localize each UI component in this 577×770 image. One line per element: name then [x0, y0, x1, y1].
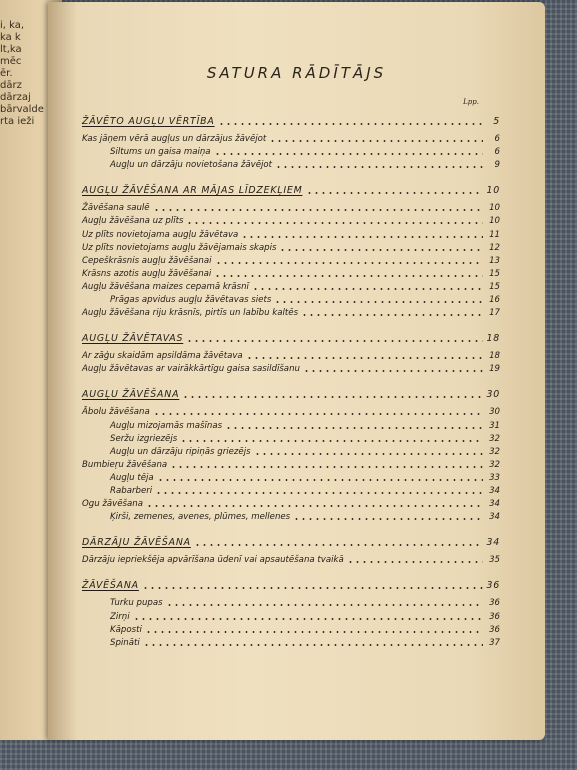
- dot-leader: [303, 370, 483, 372]
- toc-entry: [110, 432, 500, 444]
- dot-leader: [301, 314, 483, 316]
- toc-entry-title: ŽĀVĒŠANA: [82, 580, 139, 592]
- toc-entry-page: 19: [489, 364, 500, 375]
- toc-entry: [110, 610, 500, 622]
- dot-leader: [153, 413, 483, 415]
- toc-entry-title: Dārzāju iepriekšēja apvārīšana ūdenī vai apsautēšana tvaikā: [82, 555, 344, 566]
- toc-entry-title: Krāsns azotis augļu žāvēšanai: [82, 268, 212, 279]
- toc-entry-title: Augļu tēja: [110, 472, 154, 483]
- toc-entry-title: Augļu un dārzāju novietošana žāvējot: [110, 160, 273, 171]
- toc-entry-title: Ogu žāvēšana: [82, 499, 144, 510]
- toc-entry-title: Augļu žāvētavas ar vairākkārtīgu gaisa sasildīšanu: [82, 364, 300, 375]
- toc-entry-title: Augļu žāvēšana riju krāsnīs, pirtīs un labību kaltēs: [82, 308, 299, 319]
- toc-entry-title: Spināti: [110, 637, 140, 648]
- table-of-contents: [48, 2, 545, 740]
- toc-entry-page: 31: [489, 420, 500, 431]
- toc-entry: [110, 158, 500, 170]
- dot-leader: [274, 301, 483, 303]
- toc-entry-page: 10: [486, 185, 500, 197]
- dot-leader: [269, 140, 483, 142]
- toc-entry-page: 12: [489, 242, 500, 253]
- dot-leader: [182, 396, 483, 398]
- toc-entry-page: 10: [489, 216, 500, 227]
- toc-entry: [82, 132, 500, 144]
- toc-entry-title: Siltums un gaisa maiņa: [110, 147, 211, 158]
- toc-entry-title: AUGĻU ŽĀVĒŠANA: [82, 389, 180, 401]
- toc-entry: [110, 445, 500, 457]
- toc-section-heading: [82, 579, 500, 591]
- dot-leader: [143, 644, 483, 646]
- toc-entry: [82, 267, 500, 279]
- toc-entry-page: 32: [489, 459, 500, 470]
- toc-entry-page: 35: [489, 555, 500, 566]
- toc-entry: [110, 145, 500, 157]
- toc-entry-page: 6: [494, 147, 500, 158]
- toc-entry-page: 32: [489, 446, 500, 457]
- toc-entry-page: 15: [489, 281, 500, 292]
- toc-entry: [82, 458, 500, 470]
- toc-entry-title: AUGĻU ŽĀVĒTAVAS: [82, 333, 184, 345]
- dot-leader: [275, 166, 483, 168]
- toc-entry: [82, 201, 500, 213]
- toc-entry-page: 15: [489, 268, 500, 279]
- toc-entry: [82, 241, 500, 253]
- dot-leader: [225, 427, 483, 429]
- toc-entry-title: Kāposti: [110, 624, 142, 635]
- toc-entry: [82, 280, 500, 292]
- dot-leader: [214, 275, 483, 277]
- dot-leader: [241, 236, 483, 238]
- dot-leader: [194, 544, 483, 546]
- toc-entry-page: 10: [489, 203, 500, 214]
- toc-entry: [110, 636, 500, 648]
- toc-entry-title: Rabarberi: [110, 486, 153, 496]
- toc-entry-title: Kas jāņem vērā augļus un dārzājus žāvējot: [82, 134, 267, 144]
- toc-entry: [110, 596, 500, 608]
- toc-section-heading: [82, 332, 500, 344]
- toc-entry: [110, 510, 500, 522]
- toc-entry: [82, 254, 500, 266]
- toc-entry: [110, 471, 500, 483]
- toc-entry-page: 37: [489, 637, 500, 648]
- dot-leader: [186, 340, 483, 342]
- toc-entry-page: 36: [489, 611, 500, 622]
- toc-entry-title: Augļu un dārzāju ripiņās griezējs: [110, 446, 251, 457]
- toc-entry: [110, 484, 500, 496]
- toc-entry-title: Bumbieŗu žāvēšana: [82, 459, 168, 470]
- toc-entry: [110, 623, 500, 635]
- dot-leader: [215, 262, 483, 264]
- toc-entry-title: Prāgas apvidus augļu žāvētavas siets: [110, 295, 272, 305]
- dot-leader: [218, 123, 483, 125]
- dot-leader: [252, 288, 483, 290]
- toc-entry-page: 17: [489, 308, 500, 319]
- toc-entry-title: Cepeškrāsnis augļu žāvēšanai: [82, 255, 212, 266]
- toc-entry-page: 6: [494, 134, 500, 144]
- toc-entry-page: 34: [489, 499, 500, 510]
- toc-entry-title: Žāvēšana saulē: [82, 203, 150, 214]
- toc-entry-title: Uz plīts novietojams augļu žāvējamais skapis: [82, 242, 277, 253]
- toc-entry: [110, 293, 500, 305]
- dot-leader: [170, 466, 483, 468]
- toc-entry: [82, 405, 500, 417]
- dot-leader: [254, 453, 483, 455]
- toc-entry-page: 5: [493, 116, 500, 127]
- toc-section-heading: [82, 536, 500, 548]
- toc-entry-title: DĀRZĀJU ŽĀVĒŠANA: [82, 537, 191, 549]
- toc-section-heading: [82, 388, 500, 400]
- dot-leader: [347, 561, 483, 563]
- toc-entry: [82, 497, 500, 509]
- toc-entry-page: 30: [489, 407, 500, 418]
- toc-entry-title: Ar zāģu skaidām apsildāma žāvētava: [82, 351, 243, 362]
- toc-entry-page: 36: [486, 580, 500, 592]
- toc-entry-page: 34: [489, 486, 500, 496]
- toc-entry-page: 33: [489, 472, 500, 483]
- toc-entry-page: 36: [489, 624, 500, 635]
- toc-entry: [82, 214, 500, 226]
- toc-entry-title: Turku pupas: [110, 598, 163, 609]
- dot-leader: [180, 440, 483, 442]
- toc-entry: [82, 553, 500, 565]
- toc-entry-title: ŽĀVĒTO AUGĻU VĒRTĪBA: [82, 116, 215, 127]
- dot-leader: [133, 618, 483, 620]
- toc-entry-title: Augļu mizojamās mašīnas: [110, 420, 223, 431]
- toc-entry: [82, 306, 500, 318]
- toc-entry: [82, 362, 500, 374]
- toc-entry-page: 18: [486, 333, 500, 345]
- toc-entry: [110, 419, 500, 431]
- page-column-label: Lpp.: [463, 98, 479, 106]
- dot-leader: [246, 357, 483, 359]
- dot-leader: [153, 209, 483, 211]
- dot-leader: [146, 505, 483, 507]
- toc-entry-page: 16: [489, 295, 500, 305]
- toc-entry-page: 34: [486, 537, 500, 549]
- back-page-text: i, ka, ka k lt,ka mēc ēr. dārz dārzaj bārvalde rta ieži: [0, 20, 44, 127]
- dot-leader: [279, 249, 483, 251]
- toc-entry-title: AUGĻU ŽĀVĒŠANA AR MĀJAS LĪDZEKĻIEM: [82, 185, 303, 197]
- toc-entry-title: Zirņi: [110, 611, 130, 622]
- toc-entry-title: Ābolu žāvēšana: [82, 407, 150, 418]
- toc-entry: [82, 349, 500, 361]
- dot-leader: [155, 492, 483, 494]
- toc-entry-title: Seržu izgriezējs: [110, 433, 178, 444]
- dot-leader: [306, 192, 484, 194]
- dot-leader: [142, 587, 483, 589]
- toc-entry-page: 18: [489, 351, 500, 362]
- toc-entry-page: 30: [486, 389, 500, 401]
- toc-entry-page: 34: [489, 512, 500, 523]
- toc-entry-title: Uz plīts novietojama augļu žāvētava: [82, 229, 239, 240]
- toc-entry-page: 9: [494, 160, 500, 171]
- toc-entry-title: Ķirši, zemenes, avenes, plūmes, mellenes: [110, 512, 291, 523]
- toc-entry-title: Augļu žāvēšana maizes cepamā krāsnī: [82, 281, 249, 292]
- toc-entry-page: 36: [489, 598, 500, 609]
- toc-entry-page: 11: [489, 229, 500, 240]
- dot-leader: [293, 518, 483, 520]
- toc-entry: [82, 228, 500, 240]
- toc-section-heading: [82, 115, 500, 127]
- toc-entry-title: Augļu žāvēšana uz plīts: [82, 216, 184, 227]
- toc-entry-page: 32: [489, 433, 500, 444]
- dot-leader: [145, 631, 483, 633]
- toc-entry-page: 13: [489, 255, 500, 266]
- dot-leader: [186, 222, 483, 224]
- dot-leader: [157, 479, 483, 481]
- page-title: SATURA RĀDĪTĀJS: [206, 64, 387, 82]
- toc-section-heading: [82, 184, 500, 196]
- dot-leader: [214, 153, 483, 155]
- book-page: [48, 2, 545, 740]
- dot-leader: [166, 604, 483, 606]
